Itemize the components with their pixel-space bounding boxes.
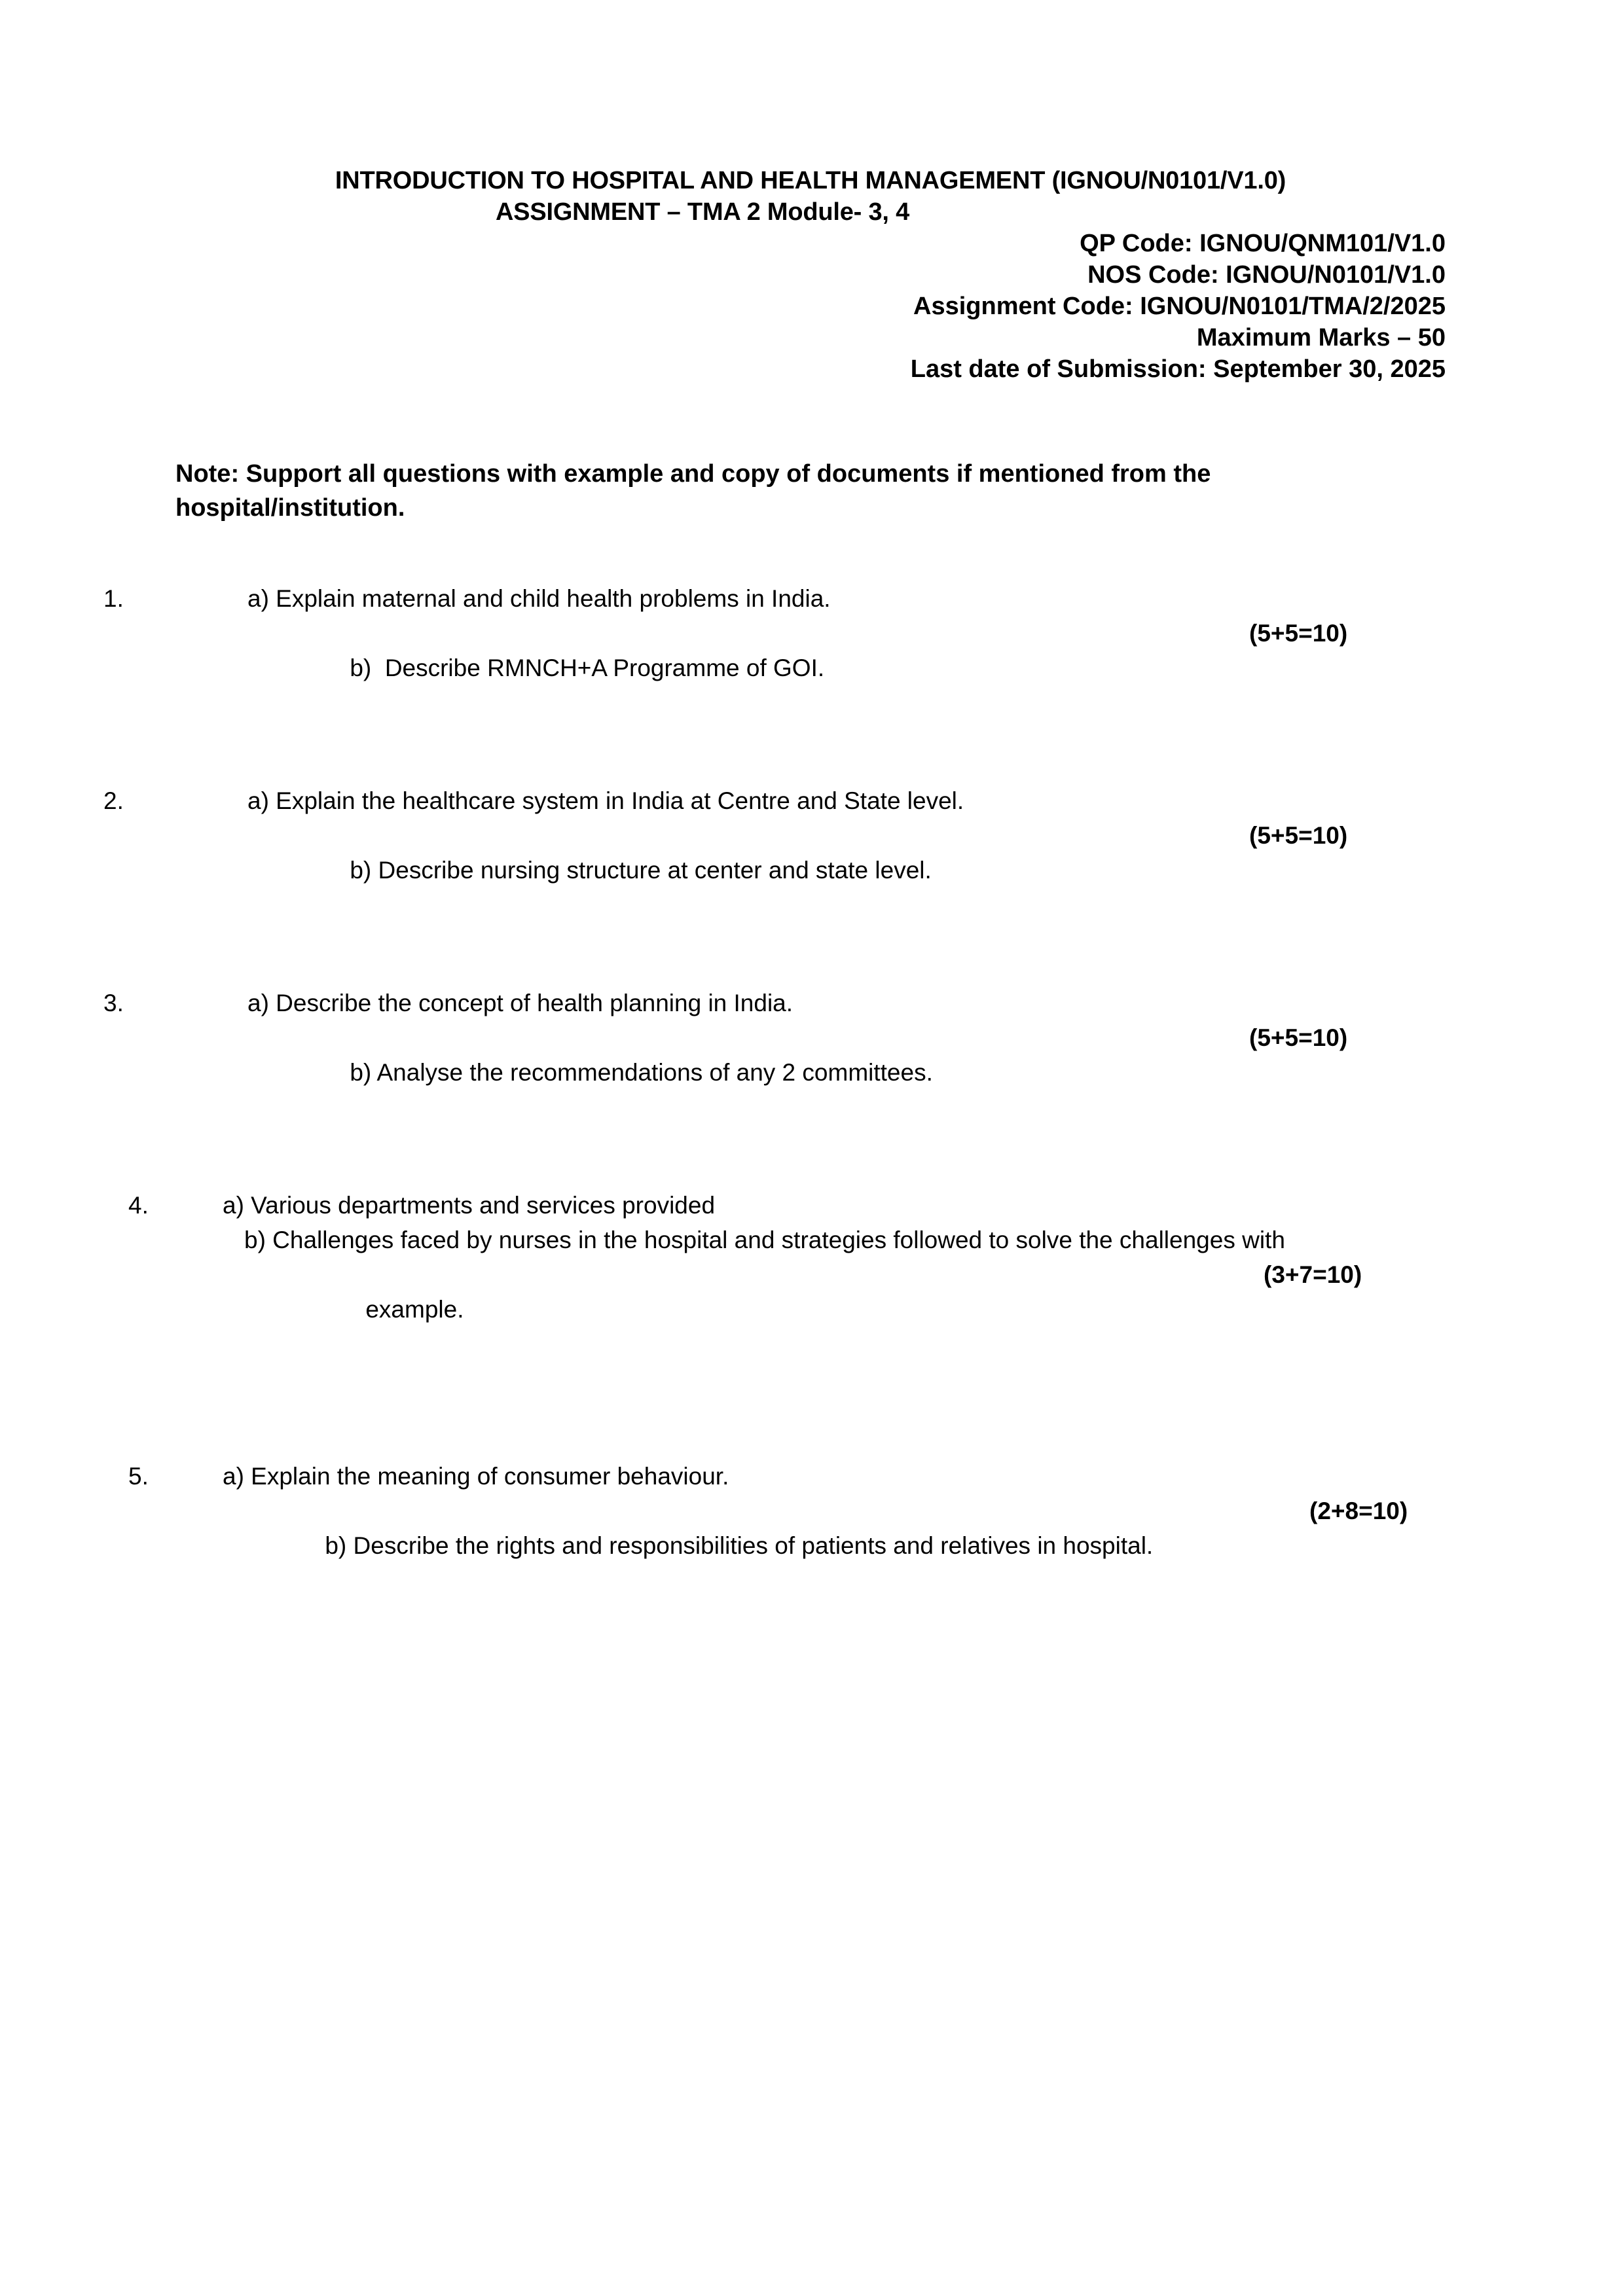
question-3-part-b-line <box>247 1020 1446 1159</box>
question-5-marks: (2+8=10) <box>1309 1498 1408 1524</box>
question-2-part-b: b) Describe nursing structure at center and state level. <box>350 857 932 884</box>
assignment-code: Assignment Code: IGNOU/N0101/TMA/2/2025 <box>913 293 1446 320</box>
question-3-marks: (5+5=10) <box>1249 1024 1348 1051</box>
document-title-line-2: ASSIGNMENT – TMA 2 Module- 3, 4 <box>495 198 910 226</box>
question-5-part-a: a) Explain the meaning of consumer behaviour. <box>223 1463 729 1490</box>
question-item-3: 3. a) Describe the concept of health planning in India. b) Analyse the recommendations of any 2 committees. (5+5=10) <box>175 986 1446 1159</box>
question-4-part-b-continuation: example. <box>365 1296 464 1323</box>
spacer <box>175 1396 1446 1459</box>
question-4-marks: (3+7=10) <box>1264 1261 1362 1288</box>
question-1-part-b-line <box>247 616 1446 755</box>
question-item-4: 4. a) Various departments and services provided b) Challenges faced by nurses in the hospital and strategies followed to solve the challenges with example. (3+7=10) <box>175 1188 1446 1396</box>
qp-code: QP Code: IGNOU/QNM101/V1.0 <box>1080 230 1446 257</box>
nos-code: NOS Code: IGNOU/N0101/V1.0 <box>1087 261 1446 289</box>
note-text: Note: Support all questions with example and copy of documents if mentioned from the <box>175 460 1211 488</box>
question-1-part-a: a) Explain maternal and child health problems in India. <box>247 585 831 612</box>
maximum-marks: Maximum Marks – 50 <box>1196 324 1446 351</box>
question-4-part-a: a) Various departments and services provided <box>223 1192 716 1219</box>
document-title-line-1: INTRODUCTION TO HOSPITAL AND HEALTH MANAGEMENT (IGNOU/N0101/V1.0) <box>335 167 1286 194</box>
questions-list <box>103 581 1446 1632</box>
question-item-5: 5. a) Explain the meaning of consumer behaviour. b) Describe the rights and responsibilities of patients and relatives in hospital. (2+8=10) <box>175 1459 1446 1632</box>
spacer <box>175 1159 1446 1188</box>
note-paragraph <box>175 457 1446 525</box>
question-5-part-b: b) Describe the rights and responsibilities of patients and relatives in hospital. <box>325 1532 1154 1559</box>
document-content <box>103 0 1446 1632</box>
header-block <box>175 165 1446 385</box>
question-body-5 <box>223 1459 1446 1632</box>
question-body-3 <box>247 986 1446 1159</box>
spacer <box>175 755 1446 783</box>
question-3-part-b: b) Analyse the recommendations of any 2 committees. <box>350 1059 933 1086</box>
question-body-4 <box>223 1188 1446 1396</box>
question-item-1: 1. a) Explain maternal and child health problems in India. b) Describe RMNCH+A Programme of GOI. (5+5=10) <box>175 581 1446 755</box>
question-5-part-b-line <box>223 1494 1446 1632</box>
question-3-part-a: a) Describe the concept of health planning in India. <box>247 990 793 1016</box>
note-text-lastline: hospital/institution. <box>175 494 405 522</box>
question-2-part-b-line <box>247 818 1446 957</box>
last-date-of-submission: Last date of Submission: September 30, 2025 <box>910 355 1446 383</box>
spacer <box>175 957 1446 986</box>
question-body-1 <box>247 581 1446 755</box>
question-1-part-b: b) Describe RMNCH+A Programme of GOI. <box>350 655 825 681</box>
question-4-part-b: b) Challenges faced by nurses in the hospital and strategies followed to solve the challenges with <box>244 1227 1285 1253</box>
question-body-2 <box>247 783 1446 957</box>
question-item-2: 2. a) Explain the healthcare system in India at Centre and State level. b) Describe nursing structure at center and state level. (5+5=10) <box>175 783 1446 957</box>
question-2-marks: (5+5=10) <box>1249 822 1348 849</box>
question-2-part-a: a) Explain the healthcare system in India at Centre and State level. <box>247 787 964 814</box>
question-1-marks: (5+5=10) <box>1249 620 1348 647</box>
question-4-part-b-continuation-line <box>223 1257 1446 1396</box>
